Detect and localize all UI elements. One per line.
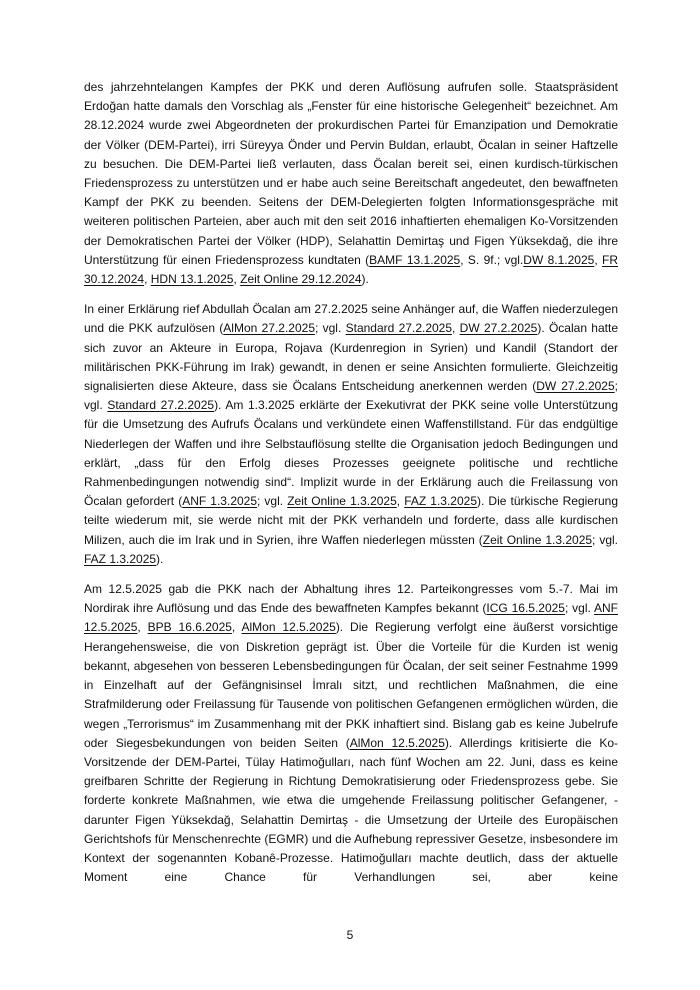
text-segment: , bbox=[233, 272, 241, 287]
text-segment: ). Die Regierung verfolgt eine äußerst vorsichtige Herangehensweise, die von Diskretion geprägt ist. Über die Vorteile für die Kurden ist wenig bekannt, abgesehen von besseren Lebensbedingungen für Öcalan, der seit seiner Festnahme 1999 in Einzelhaft auf der Gefängnisinsel İmralı sitzt, und rechtlichen Maßnahmen, die eine Strafmilderung oder Freilassung für Tausende von politischen Gefangenen ermöglichen würden, die wegen „Terrorismus“ im Zusammenhang mit der PKK inhaftiert sind. Bislang gab es keine Jubelrufe oder Siegesbekundungen von beiden Seiten ( bbox=[84, 620, 618, 750]
text-segment: ; vgl. bbox=[592, 532, 618, 547]
citation-link[interactable]: Zeit Online 29.12.2024 bbox=[240, 272, 362, 287]
text-segment: In einer Erklärung rief Abdullah Öcalan am 27.2.2025 seine Anhänger auf, die Waffen niederzulegen und die PKK aufzulösen ( bbox=[84, 302, 618, 336]
citation-link[interactable]: FAZ 1.3.2025 bbox=[404, 494, 478, 509]
body-text bbox=[84, 78, 618, 898]
text-segment: ; vgl. bbox=[315, 321, 346, 336]
text-segment: , bbox=[396, 494, 405, 509]
citation-link[interactable]: Standard 27.2.2025 bbox=[345, 321, 453, 336]
citation-link[interactable]: Standard 27.2.2025 bbox=[107, 398, 215, 413]
text-segment: , bbox=[144, 272, 151, 287]
text-segment: ). Öcalan hatte sich zuvor an Akteure in Europa, Rojava (Kurdenregion in Syrien) und Kandil (Standort der militärischen PKK-Führung im Irak) gewandt, in denen er seine Ansichten formulierte. Gleichzeitig signalisierten diese Akteure, dass sie Öcalans Entscheidung anerkennen werden ( bbox=[84, 321, 618, 394]
text-segment: , S. 9f.; vgl. bbox=[460, 252, 524, 267]
text-segment: , bbox=[594, 252, 602, 267]
text-segment: ). Allerdings kritisierte die Ko-Vorsitzende der DEM-Partei, Tülay Hatimoğulları, nach fünf Wochen am 22. Juni, dass es keine greifbaren Schritte der Regierung in Richtung Demokratisierung oder Friedensprozess gebe. Sie forderte konkrete Maßnahmen, wie etwa die umgehende Freilassung politischer Gefangener, - darunter Figen Yüksekdağ, Selahattin Demirtaş - die Umsetzung der Urteile des Europäischen Gerichtshofs für Menschenrechte (EGMR) und die Aufhebung repressiver Gesetze, insbesondere im Kontext der sogenannten Kobanê-Prozesse. Hatimoğulları machte deutlich, dass der aktuelle Moment eine Chance für Verhandlungen sei, aber keine bbox=[84, 735, 619, 885]
page-number: 5 bbox=[346, 928, 354, 942]
text-segment: ). Am 1.3.2025 erklärte der Exekutivrat der PKK seine volle Unterstützung für die Umsetzung des Aufrufs Öcalans und verkündete einen Waffenstillstand. Für das endgültige Niederlegen der Waffen und ihre Selbstauflösung stellte die Organisation jedoch Bedingungen und erklärt, „dass für den Erfolg dieses Prozesses geeignete politische und rechtliche Rahmenbedingungen notwendig sind“. Implizit wurde in der Erklärung auch die Freilassung von Öcalan gefordert ( bbox=[84, 398, 618, 509]
citation-link[interactable]: HDN 13.1.2025 bbox=[150, 272, 234, 287]
text-segment: Am 12.5.2025 gab die PKK nach der Abhaltung ihres 12. Parteikongresses vom 5.-7. Mai im Nordirak ihre Auflösung und das Ende des bewaffneten Kampfes bekannt ( bbox=[84, 582, 618, 616]
text-segment: , bbox=[137, 620, 148, 635]
text-segment: ). Die türkische Regierung teilte wiederum mit, sie werde nicht mit der PKK verhandeln und forderte, dass alle kurdischen Milizen, auch die im Irak und in Syrien, ihre Waffen niederlegen müssten ( bbox=[84, 494, 618, 547]
text-segment: ; vgl. bbox=[564, 601, 595, 616]
citation-link[interactable]: BPB 16.6.2025 bbox=[147, 620, 232, 635]
text-segment: ). bbox=[361, 272, 369, 287]
citation-link[interactable]: BAMF 13.1.2025 bbox=[369, 252, 461, 267]
citation-link[interactable]: DW 27.2.2025 bbox=[459, 321, 538, 336]
text-segment: ). bbox=[156, 551, 164, 566]
text-segment: ; vgl. bbox=[84, 379, 618, 413]
citation-link[interactable]: ANF 12.5.2025 bbox=[84, 601, 619, 635]
text-segment: des jahrzehntelangen Kampfes der PKK und deren Auflösung aufrufen solle. Staatspräsident Erdoğan hatte damals den Vorschlag als „Fenster für eine historische Gelegenheit“ bezeichnet. Am 28.12.2024 wurde zwei Abgeordneten der prokurdischen Partei für Emanzipation und Demokratie der Völker (DEM-Partei), irri Süreyya Önder und Pervin Buldan, erlaubt, Öcalan in seiner Haftzelle zu besuchen. Die DEM-Partei ließ verlauten, dass Öcalan bereit sei, einen kurdisch-türkischen Friedensprozess zu unterstützen und er habe auch seine Bereitschaft angedeutet, den bewaffneten Kampf der PKK zu beenden. Seitens der DEM-Delegierten folgten Informationsgespräche mit weiteren politischen Parteien, aber auch mit den seit 2016 inhaftierten ehemaligen Ko-Vorsitzenden der Demokratischen Partei der Völker (HDP), Selahattin Demirtaş und Figen Yüksekdağ, die ihre Unterstützung für einen Friedensprozess kundtaten ( bbox=[84, 80, 618, 267]
text-segment: ; vgl. bbox=[257, 494, 288, 509]
text-segment: , bbox=[231, 620, 242, 635]
citation-link[interactable]: Zeit Online 1.3.2025 bbox=[482, 532, 593, 547]
citation-link[interactable]: ICG 16.5.2025 bbox=[486, 601, 565, 616]
citation-link[interactable]: AlMon 12.5.2025 bbox=[241, 620, 336, 635]
paragraph bbox=[84, 300, 618, 569]
citation-link[interactable]: FAZ 1.3.2025 bbox=[84, 551, 157, 566]
paragraph bbox=[84, 78, 618, 289]
citation-link[interactable]: AlMon 12.5.2025 bbox=[349, 735, 445, 750]
citation-link[interactable]: DW 27.2.2025 bbox=[536, 379, 615, 394]
citation-link[interactable]: ANF 1.3.2025 bbox=[182, 494, 258, 509]
paragraph bbox=[84, 580, 618, 887]
citation-link[interactable]: AlMon 27.2.2025 bbox=[223, 321, 315, 336]
citation-link[interactable]: FR 30.12.2024 bbox=[84, 252, 618, 287]
citation-link[interactable]: DW 8.1.2025 bbox=[523, 252, 595, 267]
citation-link[interactable]: Zeit Online 1.3.2025 bbox=[287, 494, 397, 509]
text-segment: , bbox=[452, 321, 460, 336]
